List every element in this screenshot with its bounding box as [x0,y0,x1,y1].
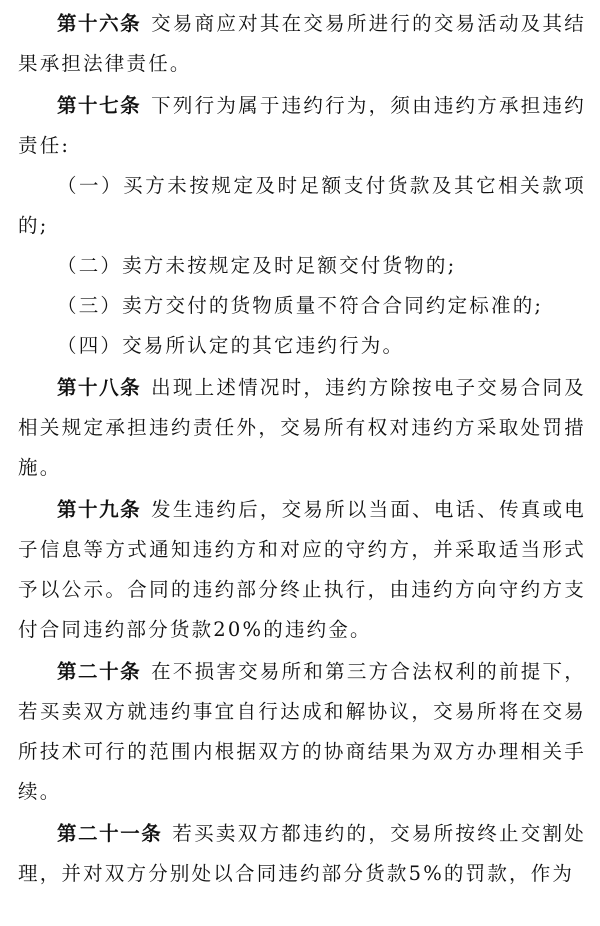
article-number: 第十七条 [57,94,142,117]
article-20 [18,652,586,812]
article-text: 若买卖双方都违约的，交易所按终止交割处理，并对双方分别处以合同违约部分货款5%的罚款，作为 [18,822,586,885]
article-number: 第十八条 [57,376,142,399]
article-number: 第十九条 [57,498,142,521]
article-16 [18,4,586,84]
article-number: 第十六条 [57,12,142,35]
article-text: 交易商应对其在交易所进行的交易活动及其结果承担法律责任。 [18,12,586,75]
article-text: 发生违约后，交易所以当面、电话、传真或电子信息等方式通知违约方和对应的守约方，并采取适当形式予以公示。合同的违约部分终止执行，由违约方向守约方支付合同违约部分货款20%的违约金。 [18,498,586,641]
article-number: 第二十条 [57,660,142,683]
list-item: （四）交易所认定的其它违约行为。 [57,334,405,357]
article-19 [18,490,586,650]
article-text: 在不损害交易所和第三方合法权利的前提下，若买卖双方就违约事宜自行达成和解协议，交易所将在交易所技术可行的范围内根据双方的协商结果为双方办理相关手续。 [18,660,586,803]
article-21 [18,814,586,894]
article-text: 出现上述情况时，违约方除按电子交易合同及相关规定承担违约责任外，交易所有权对违约方采取处罚措施。 [18,376,586,479]
article-text: 下列行为属于违约行为，须由违约方承担违约责任: [18,94,586,157]
list-item: （一）买方未按规定及时足额支付货款及其它相关款项的; [18,174,586,237]
article-17 [18,86,586,166]
article-number: 第二十一条 [57,822,163,845]
list-item: （三）卖方交付的货物质量不符合合同约定标准的; [57,294,544,317]
article-18 [18,368,586,488]
list-item: （二）卖方未按规定及时足额交付货物的; [57,254,457,277]
